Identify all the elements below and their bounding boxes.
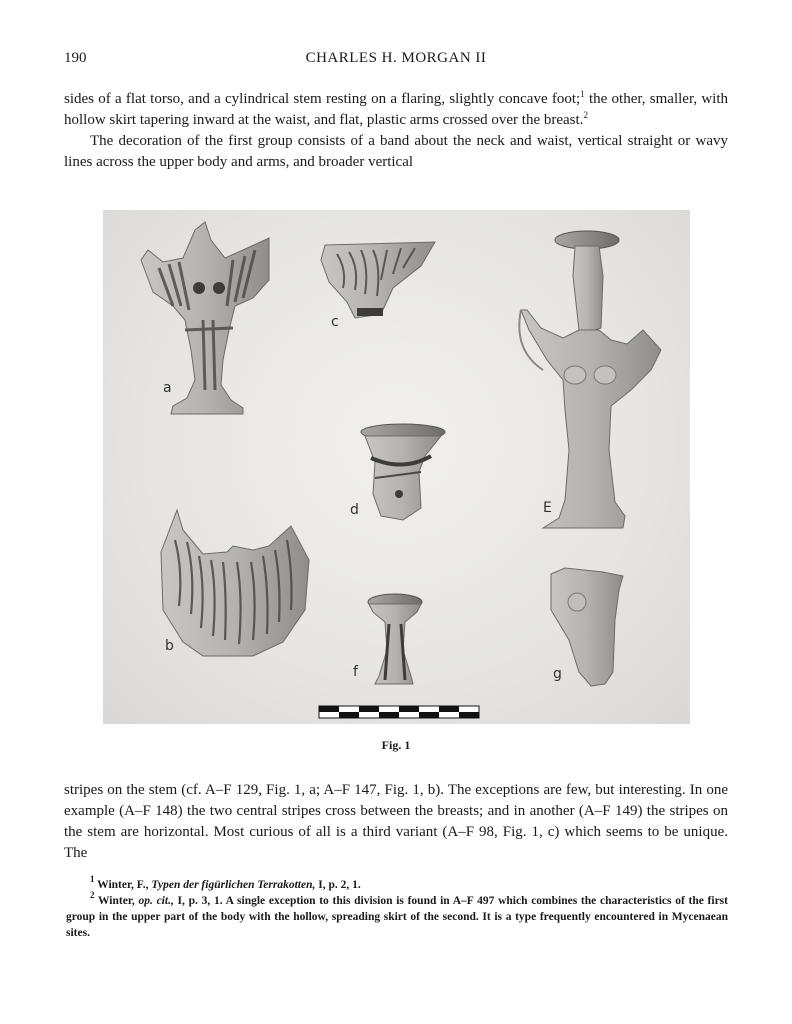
label-a: a (163, 380, 172, 396)
page-number: 190 (64, 50, 87, 66)
scale-bar (319, 706, 479, 718)
page-header (64, 50, 728, 74)
footnote-mark-1: 1 (90, 874, 95, 884)
figure-caption: Fig. 1 (381, 738, 411, 752)
paragraph-1: sides of a flat torso, and a cylindrical stem resting on a flaring, slightly concave foot;$^1$ the other, smaller, with hollow skirt tapering inward at the waist, and flat, plastic arms crossed over the breast.$^2$ (64, 89, 729, 128)
footnotes (66, 874, 728, 941)
label-e: E (543, 500, 552, 516)
label-c: c (331, 314, 339, 330)
label-d: d (350, 502, 359, 518)
figurine-a (141, 222, 269, 414)
footnote-1: $^1$ Winter, F., Typen der figürlichen Terrakotten, I, p. 2, 1. (90, 874, 361, 891)
figurine-b (161, 510, 309, 656)
figurine-e (519, 231, 661, 528)
figure-plate (103, 210, 690, 724)
label-f: f (353, 664, 358, 680)
label-b: b (165, 638, 174, 654)
footnote-2: $^2$ Winter, op. cit., I, p. 3, 1. A single exception to this division is found in A–F 497 which combines the characteristics of the first group in the upper part of the body with the hollow, spreading skirt of the second. It is a type frequently encountered in Mycenaean sites. (66, 890, 728, 939)
stem-f (353, 594, 422, 684)
running-title: CHARLES H. MORGAN II (305, 50, 487, 66)
paragraph-2: The decoration of the first group consists of a band about the neck and waist, vertical straight or wavy lines across the upper body and arms, and broader vertical (64, 133, 728, 170)
footnote-ref-1[interactable]: 1 (580, 89, 585, 99)
footnote-mark-2: 2 (90, 890, 95, 900)
fragment-c (321, 242, 435, 330)
body-text (64, 780, 728, 864)
paragraph-3: stripes on the stem (cf. A–F 129, Fig. 1, a; A–F 147, Fig. 1, b). The exceptions are few, but interesting. In one example (A–F 148) the two central stripes cross between the breasts; and in another (A–F 149) the stripes on the stem are horizontal. Most curious of all is a third variant (A–F 98, Fig. 1, c) which seems to be unique. The (64, 782, 728, 861)
label-g: g (553, 666, 562, 682)
fragment-d (350, 424, 445, 520)
footnote-2-opcit: op. cit., (138, 895, 174, 907)
footnote-ref-2[interactable]: 2 (583, 110, 588, 120)
fragment-g (551, 568, 623, 686)
figure-photo (103, 210, 690, 724)
footnote-1-title: Typen der figürlichen Terrakotten, (151, 879, 316, 891)
intro-text (64, 89, 728, 173)
